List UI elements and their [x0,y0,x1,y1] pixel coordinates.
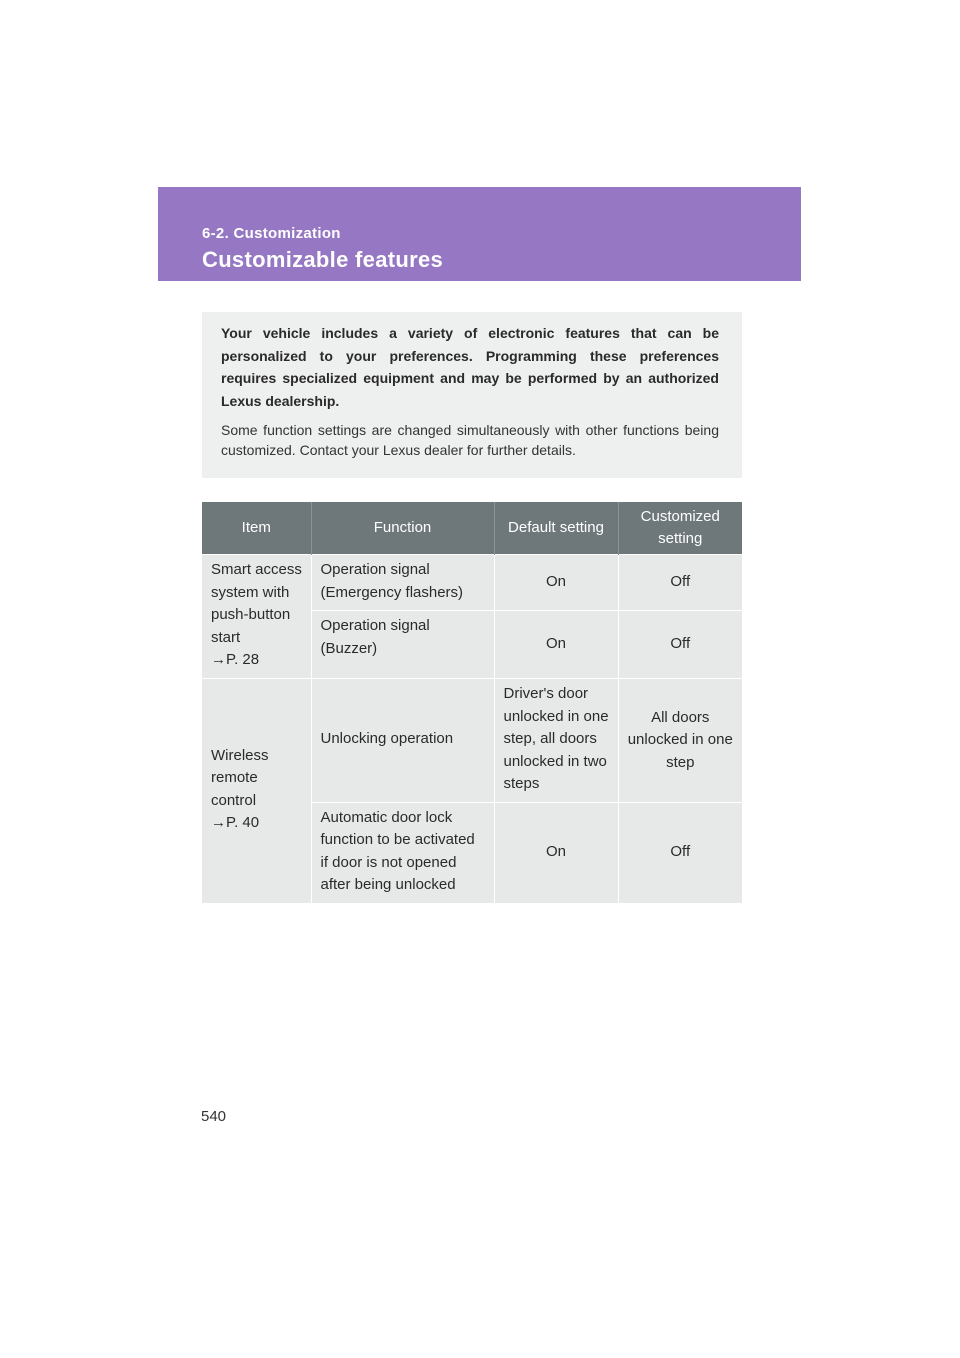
section-label: 6-2. Customization [202,225,341,242]
page-reference: →P. 40 [211,814,260,832]
header-item: Item [202,502,311,555]
table-row [202,679,742,803]
function-cell: Unlocking operation [311,679,494,803]
item-cell [202,679,311,903]
table-header-row [202,502,742,555]
intro-bold-text: Your vehicle includes a variety of electronic features that can be personalized to your preferences. Programming these preferences requires specialized equipment and may be performed by an authorized Lexus dealership. [221,325,719,409]
section-header [158,187,801,281]
default-setting-cell: On [494,555,618,611]
function-cell: Operation signal (Buzzer) [311,611,494,679]
item-name: Wireless remote control [211,746,269,809]
page-number: 540 [201,1108,227,1125]
intro-box [202,312,742,478]
table-row [202,555,742,611]
header-function: Function [311,502,494,555]
features-table [202,502,742,903]
page-title: Customizable features [202,247,444,272]
item-cell [202,555,311,679]
default-setting-cell: Driver's door unlocked in one step, all doors unlocked in two steps [494,679,618,803]
customized-setting-cell: Off [618,555,742,611]
header-default-setting: Default setting [494,502,618,555]
header-customized-setting: Customized setting [618,502,742,555]
function-cell: Operation signal (Emergency flashers) [311,555,494,611]
default-setting-cell: On [494,611,618,679]
customized-setting-cell: All doors unlocked in one step [618,679,742,803]
default-setting-cell: On [494,802,618,903]
function-cell: Automatic door lock function to be activated if door is not opened after being unlocked [311,802,494,903]
intro-note-text: Some function settings are changed simultaneously with other functions being customized. Contact your Lexus dealer for further details. [221,422,719,458]
customized-setting-cell: Off [618,611,742,679]
page-reference: →P. 28 [211,651,260,668]
customized-setting-cell: Off [618,802,742,903]
item-name: Smart access system with push-button start [211,561,302,646]
